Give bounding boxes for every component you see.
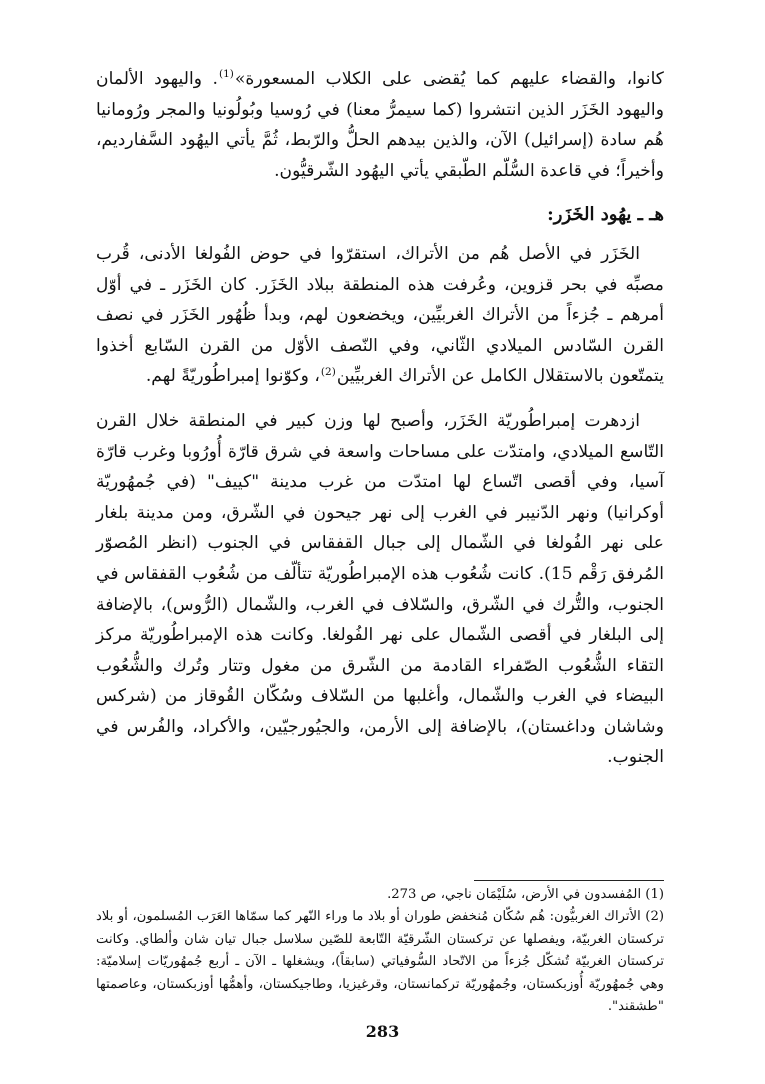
paragraph-2-rest: ، وكوّنوا إمبراطُوريّةً لهم.: [145, 366, 320, 387]
paragraph-2-text: الخَزَر في الأصل هُم من الأتراك، استقرّوا في حوض الفُولغا الأدنى، قُرب مصبِّه في بحر قزوين، وعُرفت هذه المنطقة ببلاد الخَزَر. كان الخَزَر ـ في أوّل أمرهم ـ جُزءاً من الأتراك الغربيِّين، ويخضعون لهم، وبدأ ظُهُور الخَزَر في نصف القرن السّادس الميلادي الثّاني، وفي النّصف الأوّل من القرن السّابع أخذوا يتمتّعون بالاستقلال الكامل عن الأتراك الغربيِّين: [96, 243, 664, 387]
paragraph-1-text: كانوا، والقضاء عليهم كما يُقضى على الكلاب المسعورة»: [234, 69, 664, 89]
spacer: [96, 392, 664, 406]
footnote-ref-2: (2): [320, 365, 336, 378]
footnote-2: (2) الأتراك الغربيُّون: هُم سُكّان مُنخفض طوران أو بلاد ما وراء النّهر كما سمّاها العَرَب المُسلمون، أو بلاد تركستان الغربيّة، ويفصلها عن تركستان الشّرقيّة التّابعة للصّين سلاسل جبال تيان شان وألطاي. وكانت تركستان الغربيّة تُشكّل جُزءاً من الاتّحاد السُّوفياتي (سابقاً)، ويشغلها ـ الآن ـ أربع جُمهُوريّات إسلاميّة: وهي جُمهُوريّة أُوزبكستان، وجُمهُوريّة تركمانستان، وقرغيزيا، وطاجيكستان، وأهمُّها أوزبكستان، وعاصمتها "طشقند".: [96, 909, 664, 1015]
footnotes: [96, 884, 664, 1018]
footnote-ref-1: (1): [219, 68, 234, 81]
spacer: [96, 231, 664, 239]
main-text: [96, 64, 664, 773]
footnote-divider: [474, 880, 664, 881]
spacer: [96, 186, 664, 200]
paragraph-2: [96, 239, 664, 392]
page-number: 283: [365, 1022, 400, 1041]
paragraph-3: ازدهرت إمبراطُوريّة الخَزَر، وأصبح لها وزن كبير في المنطقة خلال القرن التّاسع الميلادي، وامتدّت على مساحات واسعة في شرق قارّة أُورُوبا وغرب قارّة آسيا، وفي أقصى اتّساع لها امتدّت من غرب مدينة "كييف" (في جُمهُوريّة أوكرانيا) ونهر الدّنيبر في الغرب إلى نهر جيحون في الشّرق، ومن مدينة بلغار على نهر الفُولغا في الشّمال إلى جبال القفقاس في الجنوب (انظر المُصوّر المُرفق رَقْم 15). كانت شُعُوب هذه الإمبراطُوريّة تتألّف من شُعُوب القفقاس في الجنوب، والتُّرك في الشّرق، والسّلاف في الغرب، والشّمال (الرُّوس)، بالإضافة إلى البلغار في أقصى الشّمال على نهر الفُولغا. وكانت هذه الإمبراطُوريّة مركز التقاء الشُّعُوب الصّفراء القادمة من الشّرق من مغول وتتار وتُرك والشُّعُوب البيضاء في الغرب والشّمال، وأغلبها من السّلاف وسُكّان القُوقاز من (شركس وشاشان وداغستان)، بالإضافة إلى الأرمن، والجيُورجيّين، والأكراد، والفُرس في الجنوب.: [96, 410, 664, 768]
paragraph-1: [96, 64, 664, 186]
footnote-1: (1) المُفسدون في الأرض، سُلَيْمَان ناجي، ص 273.: [387, 887, 664, 902]
section-heading: هـ ـ يهُود الخَزَر:: [547, 204, 664, 226]
paragraph-1-rest: . واليهود الألمان واليهود الخَزَر الذين انتشروا (كما سيمرُّ معنا) في رُوسيا وبُولُونيا والمجر ورُومانيا هُم سادة (إسرائيل) الآن، والذين بيدهم الحلُّ والرّبط، ثُمَّ يأتي اليهُود السَّفارديم، وأخيراً؛ في قاعدة السُّلّم الطّبقي يأتي اليهُود الشّرقيُّون.: [96, 69, 664, 181]
